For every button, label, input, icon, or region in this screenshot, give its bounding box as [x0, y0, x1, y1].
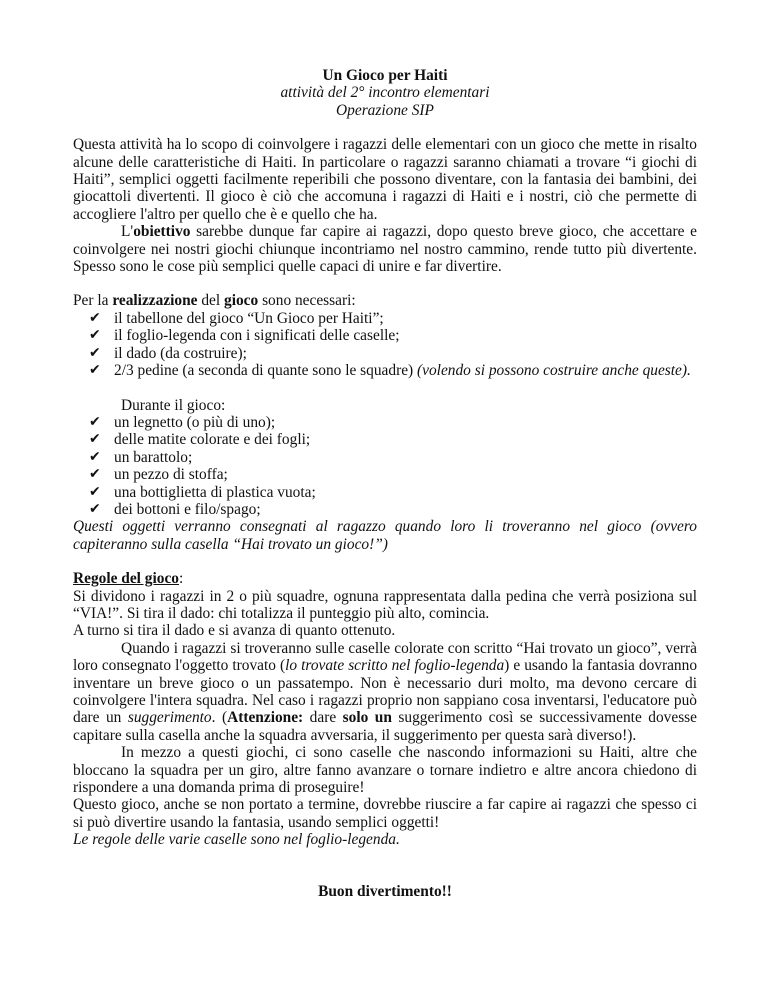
list-item: ✔ un barattolo; — [89, 448, 193, 466]
intro-paragraph: Questa attività ha lo scopo di coinvolgere i ragazzi delle elementari con un gioco che mette in risalto alcune delle caratteristiche di Haiti. In particolare o ragazzi saranno chiamati a trovare “i giochi di Haiti”, semplici oggetti facilmente reperibili che possono diventare, con la fantasia dei bambini, dei giocattoli divertenti. Il gioco è ciò che accomuna i ragazzi di Haiti e i nostri, ciò che permette di accogliere l'altro per quello che è e quello che ha. — [73, 136, 697, 223]
checkmark-icon: ✔ — [89, 309, 101, 326]
checkmark-icon: ✔ — [89, 327, 101, 344]
list-item: ✔ un legnetto (o più di uno); — [89, 413, 276, 431]
rules-paragraph: A turno si tira il dado e si avanza di quanto ottenuto. — [73, 622, 396, 640]
list-item: ✔ dei bottoni e filo/spago; — [89, 500, 261, 518]
checkmark-icon: ✔ — [89, 483, 101, 500]
rules-note: Le regole delle varie caselle sono nel foglio-legenda. — [73, 831, 400, 849]
checkmark-icon: ✔ — [89, 448, 101, 465]
list-item: ✔ delle matite colorate e dei fogli; — [89, 431, 311, 449]
during-note: Questi oggetti verranno consegnati al ragazzo quando loro li troveranno nel gioco (ovvero capiteranno sulla casella “Hai trovato un gioco!”) — [73, 518, 697, 553]
objective-paragraph: L'obiettivo sarebbe dunque far capire ai ragazzi, dopo questo breve gioco, che accettare e coinvolgere nei nostri giochi chiunque incontriamo nel nostro cammino, rende tutto più divertente. Spesso sono le cose più semplici quelle capaci di unire e far divertire. — [73, 223, 697, 276]
rules-paragraph: Quando i ragazzi si troveranno sulle caselle colorate con scritto “Hai trovato un gioco”, verrà loro consegnato l'oggetto trovato (lo trovate scritto nel foglio-legenda) e usando la fantasia dovranno inventare un breve gioco o un passatempo. Non è necessario duri molto, ma devono cercare di coinvolgere l'intera squadra. Nel caso i ragazzi proprio non sappiano cosa inventarsi, l'educatore può dare un suggerimento. (Attenzione: dare solo un suggerimento così se successivamente dovesse capitare sulla casella anche la squadra avversaria, il suggerimento per questa sarà diverso!). — [73, 639, 698, 744]
closing-line: Buon divertimento!! — [318, 882, 452, 900]
objective-keyword: obiettivo — [133, 223, 191, 241]
rules-paragraph: Questo gioco, anche se non portato a termine, dovrebbe riuscire a far capire ai ragazzi che spesso ci si può divertire usando la fantasia, usando semplici oggetti! — [73, 796, 697, 831]
checkmark-icon: ✔ — [89, 466, 101, 483]
list-item: ✔ una bottiglietta di plastica vuota; — [89, 483, 316, 501]
document-title: Un Gioco per Haiti — [322, 67, 448, 84]
checkmark-icon: ✔ — [89, 431, 101, 448]
document-subtitle: attività del 2° incontro elementari — [280, 84, 490, 102]
checkmark-icon: ✔ — [89, 500, 101, 517]
rules-heading: Regole del gioco: — [73, 570, 184, 588]
list-item: ✔ un pezzo di stoffa; — [89, 466, 228, 484]
materials-lead: Per la realizzazione del gioco sono necessari: — [73, 292, 356, 310]
document-page — [73, 67, 697, 900]
rules-paragraph: In mezzo a questi giochi, ci sono caselle che nascondo informazioni su Haiti, altre che bloccano la squadra per un giro, altre fanno avanzare o tornare indietro e altre ancora chiedono di rispondere a una domanda prima di proseguire! — [73, 744, 697, 797]
checkmark-icon: ✔ — [89, 362, 101, 379]
during-list — [73, 414, 697, 518]
materials-list — [73, 310, 697, 380]
list-item: ✔ il dado (da costruire); — [89, 344, 247, 362]
checkmark-icon: ✔ — [89, 344, 101, 361]
document-header — [73, 67, 697, 119]
checkmark-icon: ✔ — [89, 413, 101, 430]
operation-name: Operazione SIP — [336, 101, 434, 119]
rules-paragraph: Si dividono i ragazzi in 2 o più squadre, ognuna rappresentata dalla pedina che verrà posiziona sul “VIA!”. Si tira il dado: chi totalizza il punteggio più alto, comincia. — [73, 587, 697, 622]
list-item: ✔ il tabellone del gioco “Un Gioco per Haiti”; — [89, 309, 384, 327]
list-item: ✔ 2/3 pedine (a seconda di quante sono le squadre) (volendo si possono costruire anche queste). — [89, 362, 691, 380]
list-item: ✔ il foglio-legenda con i significati delle caselle; — [89, 327, 400, 345]
during-lead: Durante il gioco: — [121, 396, 226, 414]
